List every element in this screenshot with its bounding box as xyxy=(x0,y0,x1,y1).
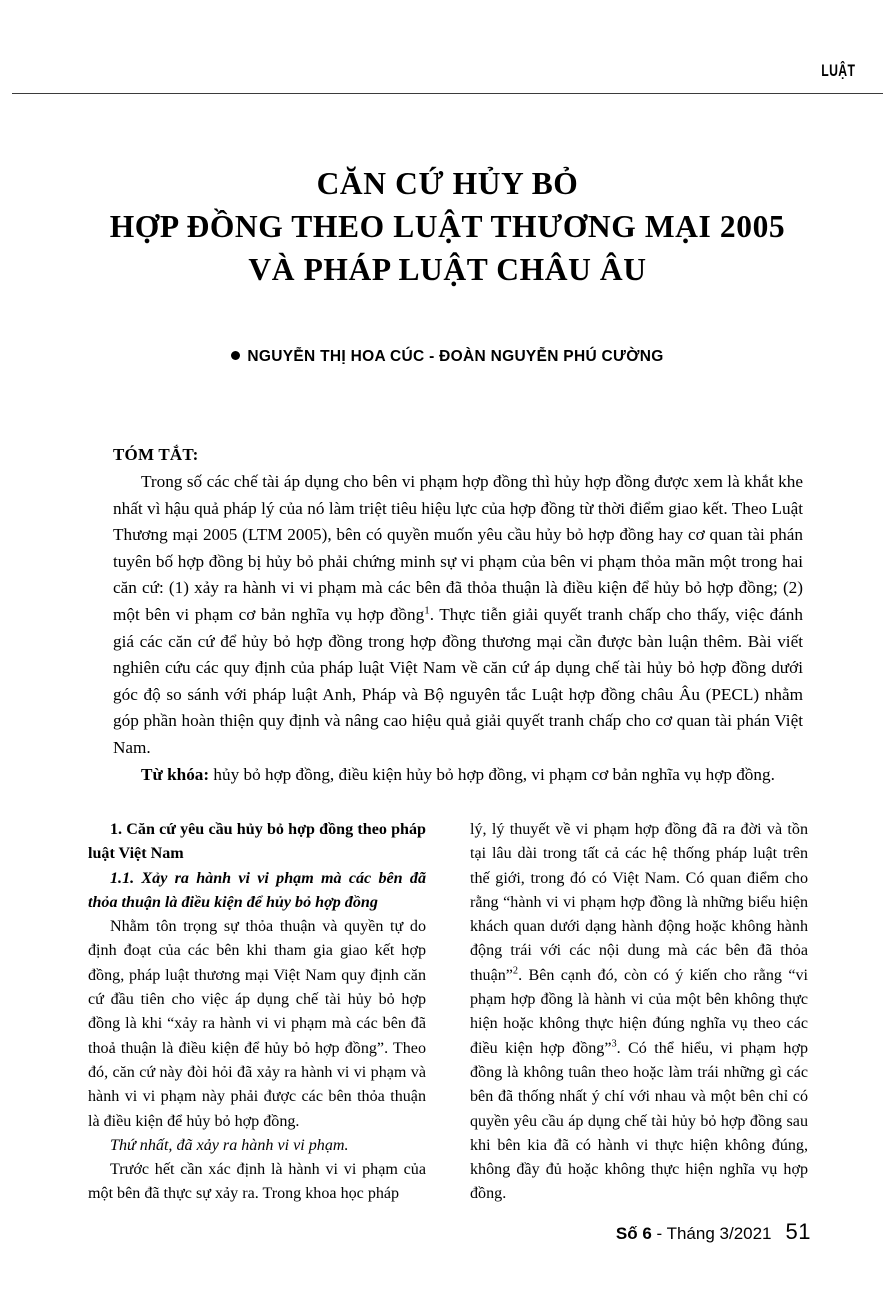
body-column-left xyxy=(88,818,426,1207)
body-column-right xyxy=(470,818,808,1207)
keywords-label: Từ khóa: xyxy=(141,764,210,784)
right-paragraph-1a: lý, lý thuyết về vi phạm hợp đồng đã ra đời và tồn tại lâu dài trong tất cả các hệ thống pháp luật trên thế giới, trong đó có Việt Nam. Có quan điểm cho rằng “hành vi vi phạm hợp đồng là những biểu hiện khách quan dưới dạng hành động hoặc không hành động trái với các nội dung mà các bên đã thỏa thuận” xyxy=(470,821,808,984)
subsection-heading-1-1: 1.1. Xảy ra hành vi vi phạm mà các bên đã thỏa thuận là điều kiện để hủy bỏ hợp đồng xyxy=(88,869,426,911)
left-italic-lead: Thứ nhất, đã xảy ra hành vi vi phạm. xyxy=(110,1136,349,1154)
author-byline xyxy=(60,348,835,366)
abstract-keywords xyxy=(113,762,803,789)
abstract-text xyxy=(113,469,803,762)
abstract-heading: TÓM TẮT: xyxy=(113,445,199,464)
footer-page-number: 51 xyxy=(785,1219,811,1244)
bullet-icon xyxy=(231,351,240,360)
footnote-marker-1: 1 xyxy=(424,604,430,617)
right-paragraph-1c: . Có thể hiểu, vi phạm hợp đồng là không tuân theo hoặc làm trái những gì các bên đã thống nhất ý chí với nhau và một bên chỉ có quyền yêu cầu áp dụng chế tài hủy bỏ hợp đồng sau khi bên kia đã có hành vi thực hiện không đúng, không đầy đủ hoặc không thực hiện nghĩa vụ hợp đồng. xyxy=(470,1039,809,1203)
keywords-text: hủy bỏ hợp đồng, điều kiện hủy bỏ hợp đồng, vi phạm cơ bản nghĩa vụ hợp đồng. xyxy=(209,764,775,784)
author-names: NGUYỄN THỊ HOA CÚC - ĐOÀN NGUYỄN PHÚ CƯỜNG xyxy=(247,348,664,365)
footer-issue-number: Số 6 xyxy=(615,1224,652,1243)
abstract-section xyxy=(113,443,803,788)
section-heading-1: 1. Căn cứ yêu cầu hủy bỏ hợp đồng theo pháp luật Việt Nam xyxy=(88,821,426,863)
page-footer xyxy=(616,1221,811,1243)
page-title xyxy=(60,162,835,291)
right-paragraph-1b: . Bên cạnh đó, còn có ý kiến cho rằng “vi phạm hợp đồng là hành vi của một bên không thực hiện hoặc không thực hiện đúng nghĩa vụ theo các điều kiện hợp đồng” xyxy=(470,966,808,1057)
left-paragraph-1: Nhằm tôn trọng sự thỏa thuận và quyền tự do định đoạt của các bên khi tham gia giao kết hợp đồng, pháp luật thương mại Việt Nam quy định căn cứ đầu tiên cho việc áp dụng chế tài hủy bỏ hợp đồng là khi “xảy ra hành vi vi phạm mà các bên đã thoả thuận là điều kiện để hủy bỏ hợp đồng”. Theo đó, căn cứ này đòi hỏi đã xảy ra hành vi vi phạm và hành vi vi phạm này phải được các bên thỏa thuận là điều kiện để hủy bỏ hợp đồng. xyxy=(88,918,426,1130)
title-line-3: VÀ PHÁP LUẬT CHÂU ÂU xyxy=(248,252,647,287)
abstract-text-part-2: . Thực tiễn giải quyết tranh chấp cho thấy, việc đánh giá các căn cứ để hủy bỏ hợp đồng trong hợp đồng thương mại cần được bàn luận thêm. Bài viết nghiên cứu các quy định của pháp luật Việt Nam về căn cứ áp dụng chế tài hủy bỏ hợp đồng dưới góc độ so sánh với pháp luật Anh, Pháp và Bộ nguyên tắc Luật hợp đồng châu Âu (PECL) nhằm góp phần hoàn thiện quy định và nâng cao hiệu quả giải quyết tranh chấp cho cơ quan tài phán Việt Nam. xyxy=(113,604,803,757)
right-paragraph-1 xyxy=(470,818,808,1207)
abstract-text-part-1: Trong số các chế tài áp dụng cho bên vi phạm hợp đồng thì hủy hợp đồng được xem là khắt khe nhất vì hậu quả pháp lý của nó làm triệt tiêu hiệu lực của hợp đồng từ thời điểm giao kết. Theo Luật Thương mại 2005 (LTM 2005), bên có quyền muốn yêu cầu hủy bỏ hợp đồng hay cơ quan tài phán tuyên bố hợp đồng bị hủy bỏ phải chứng minh sự vi phạm của bên vi phạm thỏa mãn một trong hai căn cứ: (1) xảy ra hành vi vi phạm mà các bên đã thỏa thuận là điều kiện để hủy bỏ hợp đồng; (2) một bên vi phạm cơ bản nghĩa vụ hợp đồng xyxy=(113,472,803,624)
footnote-marker-2: 2 xyxy=(512,965,519,977)
title-line-1: CĂN CỨ HỦY BỎ xyxy=(316,166,579,201)
running-header-section-label: LUẬT xyxy=(820,61,855,80)
header-divider-rule xyxy=(12,93,883,94)
body-columns xyxy=(88,818,808,1207)
title-line-2: HỢP ĐỒNG THEO LUẬT THƯƠNG MẠI 2005 xyxy=(109,209,786,244)
footer-separator: - xyxy=(651,1224,667,1243)
footer-date: Tháng 3/2021 xyxy=(666,1224,772,1243)
running-header xyxy=(12,62,883,102)
footnote-marker-3: 3 xyxy=(611,1038,617,1050)
left-paragraph-2: Trước hết cần xác định là hành vi vi phạm của một bên đã thực sự xảy ra. Trong khoa học pháp xyxy=(88,1161,426,1203)
